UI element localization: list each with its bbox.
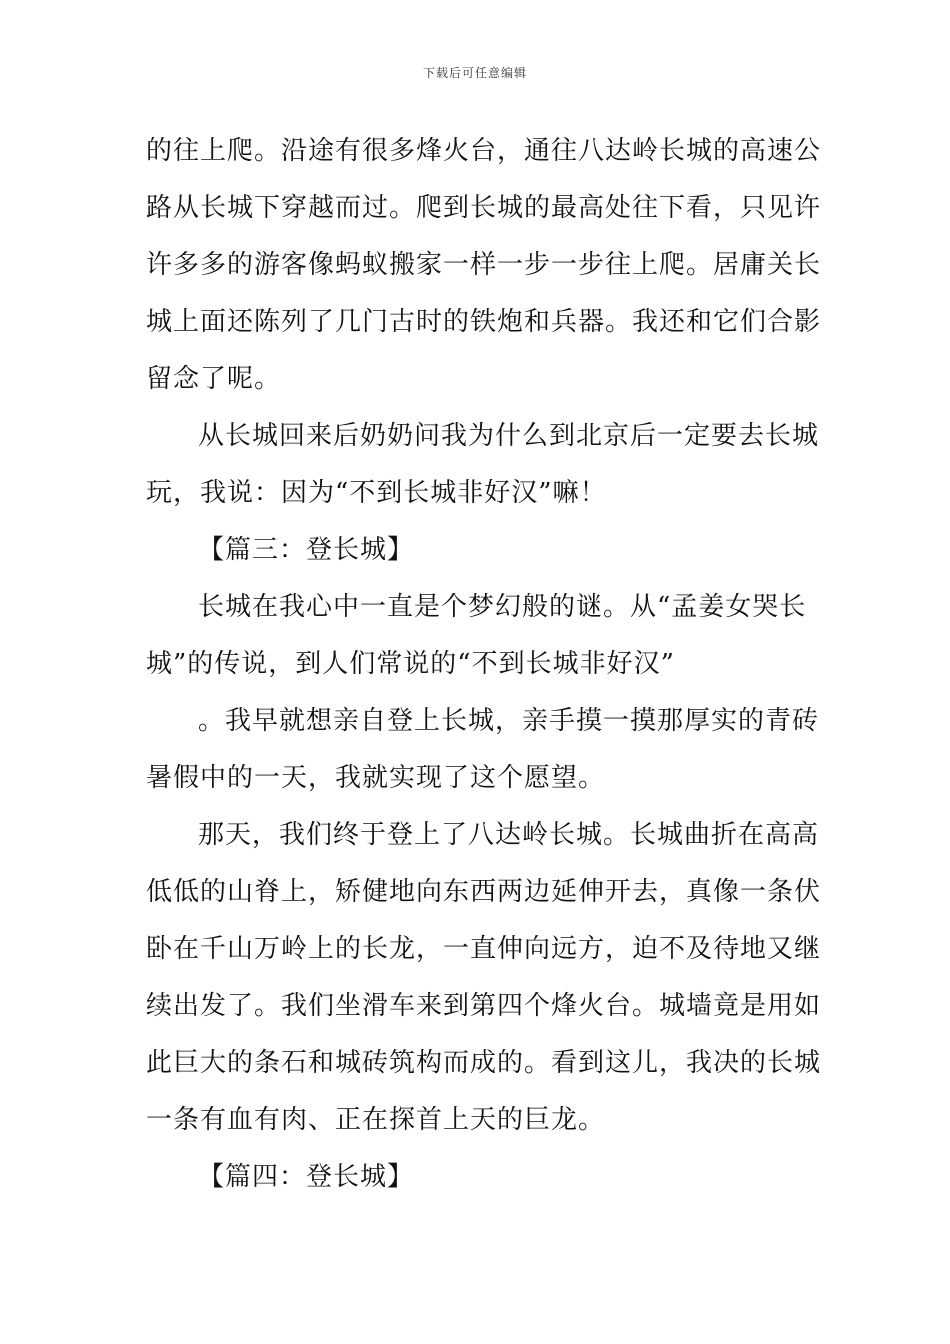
text-line: 留念了呢。 bbox=[146, 364, 282, 394]
text-line: 卧在千山万岭上的长龙，一直伸向远方，迫不及待地又继 bbox=[146, 934, 822, 964]
text-line: 城上面还陈列了几门古时的铁炮和兵器。我还和它们合影 bbox=[146, 307, 822, 337]
text-line: 低低的山脊上，矫健地向东西两边延伸开去，真像一条伏 bbox=[146, 877, 822, 907]
text-line: 续出发了。我们坐滑车来到第四个烽火台。城墙竟是用如 bbox=[146, 991, 822, 1021]
text-line: 城”的传说，到人们常说的“不到长城非好汉” bbox=[146, 649, 675, 679]
section-heading: 【篇三：登长城】 bbox=[198, 535, 415, 565]
text-line: 的往上爬。沿途有很多烽火台，通往八达岭长城的高速公 bbox=[146, 136, 822, 166]
paragraph-start: 那天，我们终于登上了八达岭长城。长城曲折在高高 bbox=[198, 820, 820, 850]
text-line: 一条有血有肉、正在探首上天的巨龙。 bbox=[146, 1105, 606, 1135]
text-line: 玩，我说：因为“不到长城非好汉”嘛！ bbox=[146, 478, 607, 508]
text-line: 此巨大的条石和城砖筑构而成的。看到这儿，我决的长城 bbox=[146, 1048, 822, 1078]
page-header: 下载后可任意编辑 bbox=[422, 66, 527, 80]
text-line: 暑假中的一天，我就实现了这个愿望。 bbox=[146, 763, 606, 793]
text-line: 路从长城下穿越而过。爬到长城的最高处往下看，只见许 bbox=[146, 193, 822, 223]
paragraph-start: 长城在我心中一直是个梦幻般的谜。从“孟姜女哭长 bbox=[198, 592, 807, 622]
paragraph-start: 从长城回来后奶奶问我为什么到北京后一定要去长城 bbox=[198, 421, 820, 451]
section-heading: 【篇四：登长城】 bbox=[198, 1162, 415, 1192]
text-line: 许多多的游客像蚂蚁搬家一样一步一步往上爬。居庸关长 bbox=[146, 250, 822, 280]
paragraph-start: 。我早就想亲自登上长城，亲手摸一摸那厚实的青砖 bbox=[198, 706, 820, 736]
